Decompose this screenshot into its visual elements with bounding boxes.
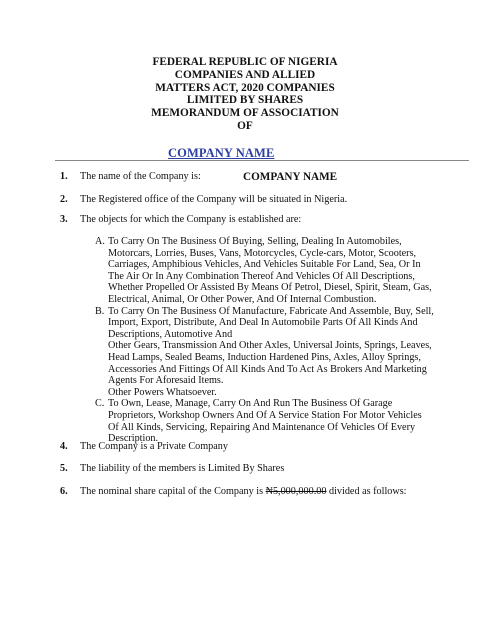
share-capital-amount: ₦5,000,000.00: [265, 486, 327, 497]
object-line: Electrical, Animal, Or Other Power, And Of Internal Combustion.: [108, 293, 377, 305]
object-line: To Carry On The Business Of Manufacture, Fabricate And Assemble, Buy, Sell,: [108, 305, 434, 317]
clause-4: [60, 441, 228, 453]
clause-text: The Registered office of the Company will be situated in Nigeria.: [80, 194, 348, 205]
object-line: Carriages, Amphibious Vehicles, And Vehicles Suitable For Land, Sea, Or In: [108, 259, 421, 271]
clause-number: 2.: [60, 194, 68, 205]
object-b: [95, 306, 475, 399]
heading-line: OF: [237, 119, 253, 132]
clause-1: [60, 171, 201, 183]
object-line: Descriptions, Automotive And: [108, 328, 233, 340]
clause-6: [60, 486, 407, 498]
object-line: Description.: [108, 433, 159, 445]
object-line: Accessories And Fittings Of All Kinds And To Act As Brokers And Marketing: [108, 363, 427, 375]
document-heading: [35, 56, 455, 133]
object-letter: C.: [95, 398, 105, 410]
object-line: Motorcars, Lorries, Buses, Vans, Motorcycles, Cycle-cars, Motor, Scooters,: [108, 247, 417, 259]
clause-text: The Company is a Private Company: [80, 441, 228, 452]
clause-number: 6.: [60, 486, 68, 497]
object-letter: A.: [95, 236, 105, 247]
object-a: [95, 236, 475, 306]
clause-2: [60, 194, 347, 206]
clause-text: The nominal share capital of the Company is: [80, 486, 266, 497]
object-line: To Carry On The Business Of Buying, Selling, Dealing In Automobiles,: [108, 236, 402, 247]
object-line: Import, Export, Distribute, And Deal In Automobile Parts Of All Kinds And: [108, 317, 418, 329]
clause-text: The objects for which the Company is established are:: [80, 214, 302, 225]
object-c: [95, 398, 475, 444]
object-line: Head Lamps, Sealed Beams, Induction Hardened Pins, Axles, Alloy Springs,: [108, 351, 421, 363]
object-line: Proprietors, Workshop Owners And Of A Service Station For Motor Vehicles: [108, 409, 422, 421]
object-line: Of All Kinds, Servicing, Repairing And Maintenance Of Vehicles Of Every: [108, 421, 416, 433]
objects-list: [95, 236, 475, 445]
company-name-title: COMPANY NAME: [168, 146, 275, 160]
clause-text: The liability of the members is Limited By Shares: [80, 463, 285, 474]
heading-line: MATTERS ACT, 2020 COMPANIES: [155, 81, 335, 94]
heading-line: FEDERAL REPUBLIC OF NIGERIA: [152, 56, 338, 68]
clause-number: 5.: [60, 463, 68, 474]
object-line: Whether Propelled Or Assisted By Means Of Petrol, Diesel, Spirit, Steam, Gas,: [108, 282, 432, 294]
clause-text-suffix: divided as follows:: [326, 486, 407, 497]
object-letter: B.: [95, 305, 105, 317]
heading-line: COMPANIES AND ALLIED: [174, 68, 316, 81]
object-line: Other Gears, Transmission And Other Axles, Universal Joints, Springs, Leaves,: [108, 340, 432, 352]
object-line: Agents For Aforesaid Items.: [108, 375, 224, 387]
clause-number: 4.: [60, 441, 68, 452]
object-line: Other Powers Whatsoever.: [108, 386, 217, 398]
object-line: The Air Or In Any Combination Thereof And Vehicles Of All Descriptions,: [108, 270, 415, 282]
clause-number: 1.: [60, 171, 68, 182]
company-name-value: COMPANY NAME: [243, 171, 338, 183]
clause-5: [60, 463, 284, 475]
heading-line: LIMITED BY SHARES: [186, 94, 304, 107]
object-line: To Own, Lease, Manage, Carry On And Run The Business Of Garage: [108, 398, 393, 410]
divider: [55, 160, 469, 161]
clause-text: The name of the Company is:: [80, 171, 201, 182]
heading-line: MEMORANDUM OF ASSOCIATION: [151, 107, 339, 120]
clause-3: [60, 214, 301, 226]
clause-number: 3.: [60, 214, 68, 225]
